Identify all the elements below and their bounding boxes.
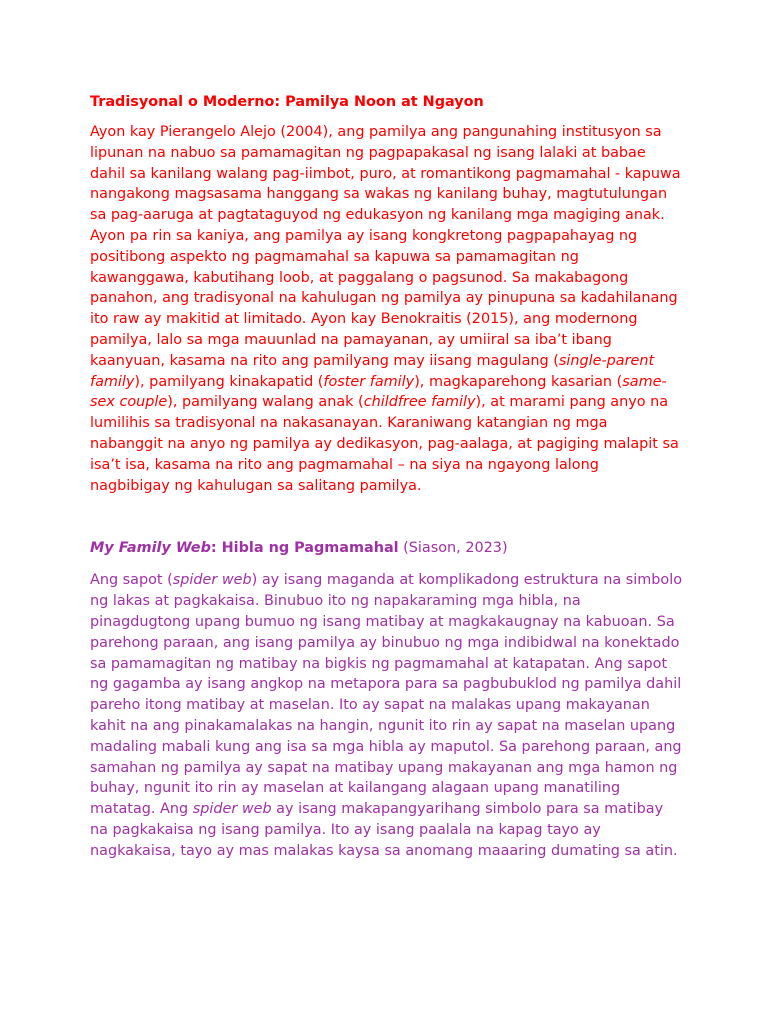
section-tradisyonal-o-moderno <box>90 91 682 496</box>
section-2-citation: (Siason, 2023) <box>398 540 508 557</box>
section-1-text-2: ), pamilyang kinakapatid ( <box>134 373 324 390</box>
section-2-body <box>90 570 682 861</box>
term-spider-web-1: spider web <box>172 572 252 589</box>
section-1-text-3: ), magkaparehong kasarian ( <box>414 373 623 390</box>
term-spider-web-2: spider web <box>192 801 272 818</box>
term-childfree-family: childfree family <box>363 394 476 411</box>
term-same-sex-couple: same-sex couple <box>90 373 667 411</box>
term-single-parent-family: single-parent family <box>90 352 655 390</box>
section-1-text-4: ), pamilyang walang anak ( <box>167 394 364 411</box>
section-2-text-2: ) ay isang maganda at komplikadong estruktura na simbolo ng lakas at pagkakaisa. Binubuo ito ng napakaraming mga hibla, na pinagdugtong upang bumuo ng isang matibay at magkakaugnay na kabuoan. Sa parehong paraan, ang isang pamilya ay binubuo ng mga indibidwal na konektado sa pamamagitan ng matibay na bigkis ng pagmamahal at katapatan. Ang sapot ng gagamba ay isang angkop na metapora para sa pagbubuklod ng pamilya dahil pareho itong matibay at maselan. Ito ay sapat na malakas upang makayanan kahit na ang pinakamalakas na hangin, ngunit ito rin ay sapat na maselan upang madaling mabali kung ang isa sa mga hibla ay maputol. Sa parehong paraan, ang samahan ng pamilya ay sapat na matibay upang makayanan ang mga hamon ng buhay, ngunit ito rin ay maselan at kailangang alagaan upang manatiling matatag. Ang <box>90 572 683 818</box>
section-2-title-italic: My Family Web <box>90 540 211 557</box>
section-1-title: Tradisyonal o Moderno: Pamilya Noon at Ngayon <box>90 94 484 110</box>
section-2-text-3: ay isang makapangyarihang simbolo para sa matibay na pagkakaisa ng isang pamilya. Ito ay isang paalala na kapag tayo ay nagkakaisa, tayo ay mas malakas kaysa sa anomang maaaring dumating sa atin. <box>90 801 678 859</box>
section-my-family-web <box>90 537 682 861</box>
section-1-text-1: Ayon kay Pierangelo Alejo (2004), ang pamilya ang pangunahing institusyon sa lipunan na nabuo sa pamamagitan ng pagpapakasal ng isang lalaki at babae dahil sa kanilang walang pag-iimbot, puro, at romantikong pagmamahal - kapuwa nangakong magsasama hanggang sa wakas ng kanilang buhay, magtutulungan sa pag-aaruga at pagtataguyod ng edukasyon ng kanilang mga magiging anak. Ayon pa rin sa kaniya, ang pamilya ay isang kongkretong pagpapahayag ng positibong aspekto ng pagmamahal sa kapuwa sa pamamagitan ng kawanggawa, kabutihang loob, at paggalang o pagsunod. Sa makabagong panahon, ang tradisyonal na kahulugan ng pamilya ay pinupuna sa kadahilanang ito raw ay makitid at limitado. Ayon kay Benokraitis (2015), ang modernong pamilya, lalo sa mga mauunlad na pamayanan, ay umiiral sa iba’t ibang kaanyuan, kasama na rito ang pamilyang may iisang magulang ( <box>90 124 681 369</box>
section-2-title <box>90 537 682 559</box>
term-foster-family: foster family <box>323 373 415 390</box>
section-2-title-rest: : Hibla ng Pagmamahal <box>210 540 399 557</box>
section-1-body <box>90 122 682 496</box>
section-2-text-1: Ang sapot ( <box>90 572 173 589</box>
document-page <box>90 90 682 862</box>
section-1-text-5: ), at marami pang anyo na lumilihis sa tradisyonal na nakasanayan. Karaniwang katangian ng mga nabanggit na anyo ng pamilya ay dedikasyon, pag-aalaga, at pagiging malapit sa isa’t isa, kasama na rito ang pagmamahal – na siya na ngayong lalong nagbibigay ng kahulugan sa salitang pamilya. <box>90 394 679 494</box>
